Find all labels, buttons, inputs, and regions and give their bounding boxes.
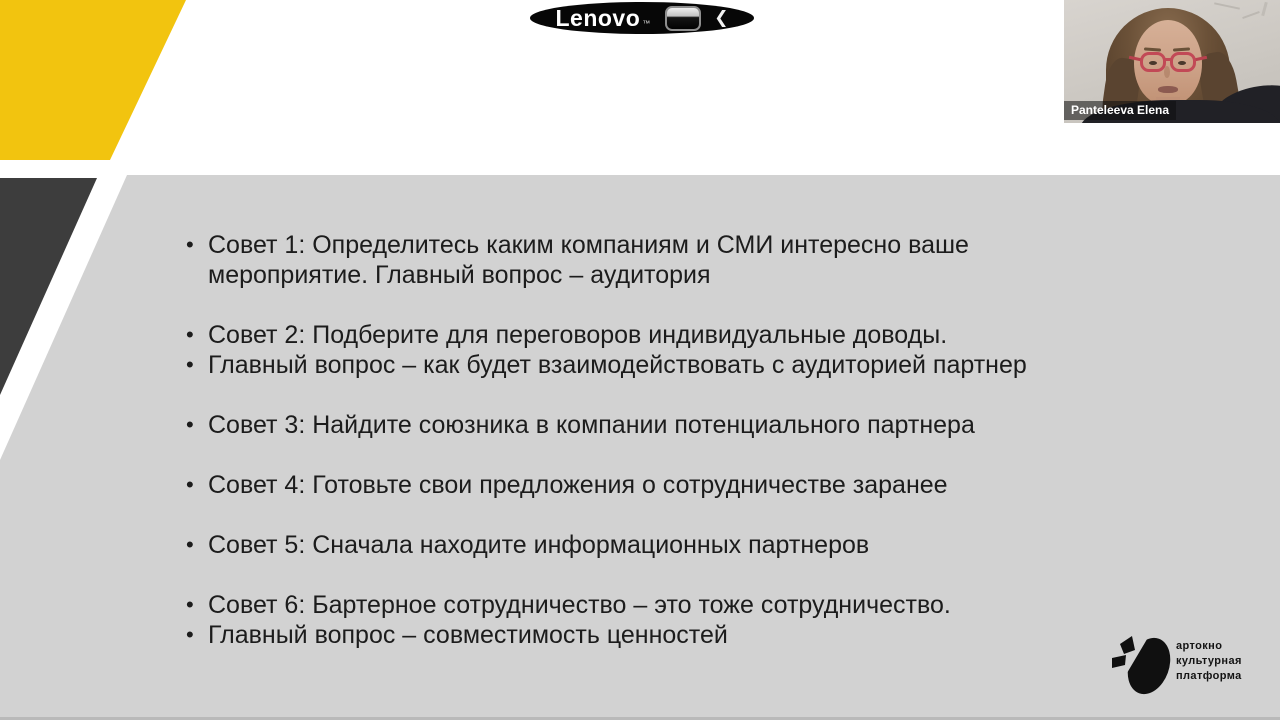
bullet-text: Совет 3: Найдите союзника в компании потенциального партнера [208,411,975,439]
bullet-item [185,470,1085,500]
collapse-chevron-icon[interactable]: ❮ [714,8,729,28]
speaker-nose [1164,66,1170,78]
bullet-marker: • [186,322,194,347]
bullet-marker: • [186,412,194,437]
lenovo-privacy-bar [530,2,754,34]
participant-name-badge: Panteleeva Elena [1064,101,1176,120]
whiteboard-mark [1261,2,1268,16]
slide-bullet-list [185,230,1085,650]
bullet-item [185,320,1085,350]
bullet-marker: • [186,352,194,377]
artokno-logo-icon [1112,628,1174,700]
bullet-item [185,350,1085,380]
yellow-corner-shape [0,0,186,160]
whiteboard-mark [1242,11,1260,19]
artokno-logo-text [1176,639,1242,684]
speaker-eye [1149,61,1157,65]
bullet-item [185,410,1085,440]
bullet-item [185,590,1085,620]
bullet-marker: • [186,532,194,557]
bullet-item [185,230,1085,290]
bullet-group [185,230,1085,290]
bullet-text: Совет 1: Определитесь каким компаниям и СМИ интересно ваше мероприятие. Главный вопрос – аудитория [208,231,969,289]
trademark-symbol: ™ [642,18,651,28]
bullet-group [185,320,1085,380]
webcam-tile[interactable] [1064,0,1280,123]
bullet-text: Совет 4: Готовьте свои предложения о сотрудничестве заранее [208,471,948,499]
whiteboard-mark [1214,2,1240,9]
bullet-marker: • [186,472,194,497]
logo-text-line: платформа [1176,670,1242,682]
bullet-text: Совет 6: Бартерное сотрудничество – это тоже сотрудничество. [208,591,951,619]
glasses-bridge [1164,58,1172,61]
bullet-marker: • [186,232,194,257]
bullet-marker: • [186,622,194,647]
logo-text-line: культурная [1176,655,1242,667]
bullet-text: Главный вопрос – совместимость ценностей [208,621,728,649]
speaker-mouth [1158,86,1178,93]
bullet-group [185,590,1085,650]
logo-text-line: артокно [1176,640,1223,652]
bullet-group [185,530,1085,560]
bullet-marker: • [186,592,194,617]
bullet-text: Главный вопрос – как будет взаимодействовать с аудиторией партнер [208,351,1027,379]
speaker-eye [1178,61,1186,65]
lenovo-logo-text: Lenovo [555,4,641,31]
bullet-group [185,470,1085,500]
bullet-text: Совет 5: Сначала находите информационных партнеров [208,531,870,559]
camera-shutter-icon [665,6,701,31]
bullet-text: Совет 2: Подберите для переговоров индивидуальные доводы. [208,321,948,349]
bullet-item [185,530,1085,560]
bullet-group [185,410,1085,440]
bullet-item [185,620,1085,650]
